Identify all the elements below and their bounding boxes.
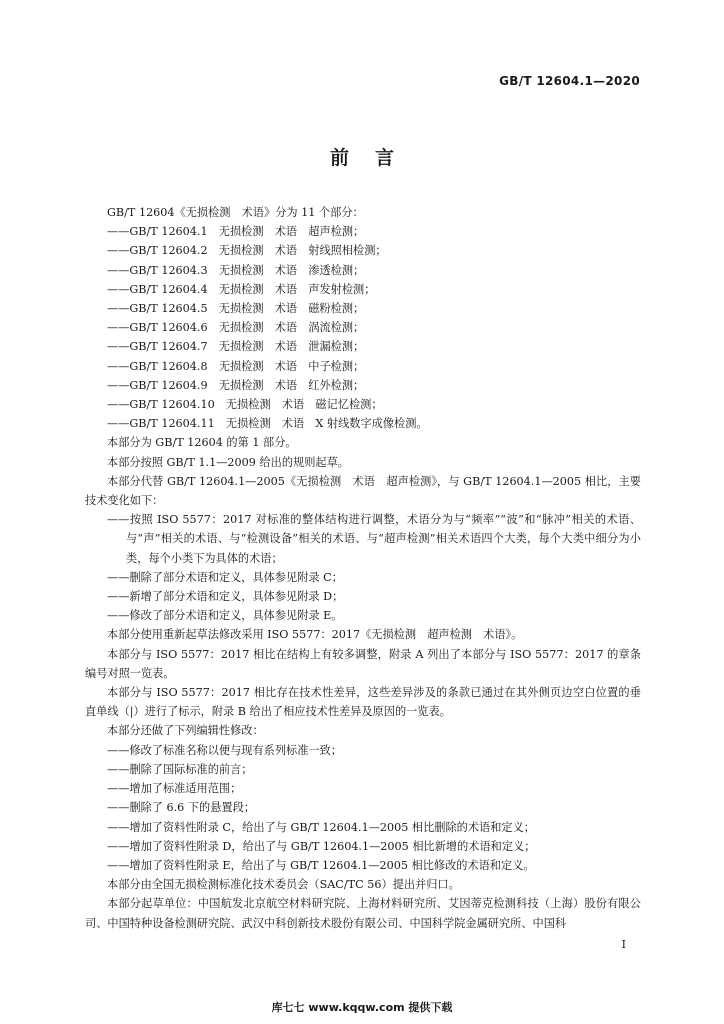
- download-footer: 库七七 www.kqqw.com 提供下载: [271, 1001, 453, 1014]
- dash-list-item: ——GB/T 12604.7 无损检测 术语 泄漏检测；: [107, 340, 365, 354]
- dash-list-item: ——增加了资料性附录 E，给出了与 GB/T 12604.1—2005 相比修改的术语和定义。: [107, 858, 535, 872]
- paragraph: 本部分与 ISO 5577：2017 相比存在技术性差异，这些差异涉及的条款已通过在其外侧页边空白位置的垂直单线（|）进行了标示，附录 B 给出了相应技术性差异及原因的一览表。: [85, 686, 641, 719]
- dash-list-item: ——GB/T 12604.3 无损检测 术语 渗透检测；: [107, 263, 365, 277]
- paragraph: 本部分按照 GB/T 1.1—2009 给出的规则起草。: [107, 455, 349, 469]
- dash-list-item: ——GB/T 12604.6 无损检测 术语 涡流检测；: [107, 321, 365, 335]
- dash-list-item: ——删除了部分术语和定义，具体参见附录 C；: [107, 570, 343, 584]
- dash-list-item: ——GB/T 12604.11 无损检测 术语 X 射线数字成像检测。: [107, 417, 428, 431]
- paragraph: 本部分起草单位：中国航发北京航空材料研究院、上海材料研究所、艾因蒂克检测科技（上海）股份有限公司、中国特种设备检测研究院、武汉中科创新技术股份有限公司、中国科学院金属研究所、中国科: [85, 897, 641, 930]
- dash-list-item: ——新增了部分术语和定义，具体参见附录 D；: [107, 590, 344, 604]
- page-number: I: [621, 938, 626, 951]
- dash-list-item: ——修改了部分术语和定义，具体参见附录 E。: [107, 609, 343, 623]
- paragraph: GB/T 12604《无损检测 术语》分为 11 个部分：: [107, 206, 364, 219]
- dash-list-item: ——增加了标准适用范围；: [107, 782, 242, 796]
- paragraph: 本部分为 GB/T 12604 的第 1 部分。: [107, 436, 297, 450]
- paragraph: 本部分与 ISO 5577：2017 相比在结构上有较多调整，附录 A 列出了本部分与 ISO 5577：2017 的章条编号对照一览表。: [85, 647, 641, 680]
- foreword-body: [85, 203, 641, 933]
- dash-list-item: ——GB/T 12604.4 无损检测 术语 声发射检测；: [107, 282, 376, 296]
- dash-list-item: ——增加了资料性附录 C，给出了与 GB/T 12604.1—2005 相比删除的术语和定义；: [107, 820, 535, 834]
- paragraph: 本部分由全国无损检测标准化技术委员会（SAC/TC 56）提出并归口。: [107, 878, 460, 892]
- dash-list-item: ——删除了 6.6 下的悬置段；: [107, 801, 255, 815]
- dash-list-item: ——GB/T 12604.2 无损检测 术语 射线照相检测；: [107, 244, 387, 258]
- standard-code: GB/T 12604.1—2020: [499, 74, 640, 88]
- dash-list-item: ——删除了国际标准的前言；: [107, 762, 253, 776]
- dash-list-item: ——按照 ISO 5577：2017 对标准的整体结构进行调整，术语分为与“频率”“波”和“脉冲”相关的术语、与“声”相关的术语、与“检测设备”相关的术语、与“超声检测”相关术语四个大类，每个大类中细分为小类，每个小类下为具体的术语；: [107, 513, 641, 565]
- dash-list-item: ——GB/T 12604.1 无损检测 术语 超声检测；: [107, 225, 365, 239]
- paragraph: 本部分使用重新起草法修改采用 ISO 5577：2017《无损检测 超声检测 术语》。: [107, 628, 523, 642]
- paragraph: 本部分还做了下列编辑性修改：: [107, 724, 264, 738]
- dash-list-item: ——GB/T 12604.9 无损检测 术语 红外检测；: [107, 378, 365, 392]
- dash-list-item: ——GB/T 12604.5 无损检测 术语 磁粉检测；: [107, 302, 365, 316]
- paragraph: 本部分代替 GB/T 12604.1—2005《无损检测 术语 超声检测》，与 GB/T 12604.1—2005 相比，主要技术变化如下：: [85, 474, 641, 508]
- dash-list-item: ——GB/T 12604.10 无损检测 术语 磁记忆检测；: [107, 398, 383, 412]
- dash-list-item: ——增加了资料性附录 D，给出了与 GB/T 12604.1—2005 相比新增的术语和定义；: [107, 839, 536, 853]
- page-title: 前言: [329, 147, 420, 169]
- dash-list-item: ——修改了标准名称以便与现有系列标准一致；: [107, 743, 342, 757]
- dash-list-item: ——GB/T 12604.8 无损检测 术语 中子检测；: [107, 359, 365, 373]
